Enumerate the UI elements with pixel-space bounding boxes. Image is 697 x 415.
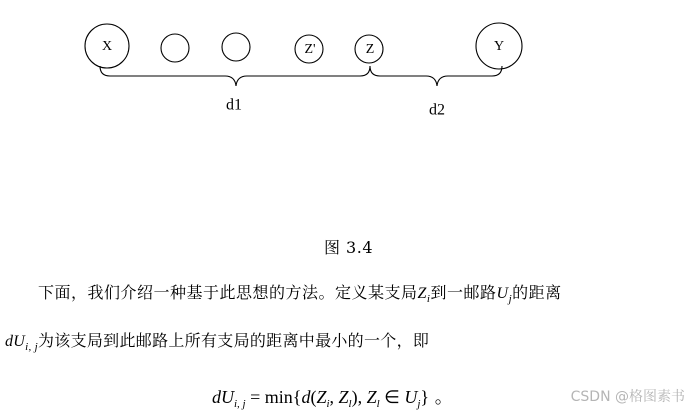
line1-u-var: U xyxy=(496,285,509,302)
brace-label-d2: d2 xyxy=(429,101,445,119)
watermark: CSDN @格图素书 xyxy=(570,389,685,405)
line1-z-sub: i xyxy=(426,293,431,305)
svg-text:Y: Y xyxy=(493,39,505,55)
formula-lhs-sub: i, j xyxy=(234,398,246,410)
line1-mid: 到一邮路 xyxy=(430,283,497,302)
node-y xyxy=(476,23,522,69)
formula-uj-sub: j xyxy=(417,398,421,410)
line1-suffix: 的距离 xyxy=(512,283,562,302)
formula xyxy=(212,383,453,410)
formula-close-brace: } xyxy=(420,387,430,407)
formula-eq: = xyxy=(245,387,265,407)
diagram xyxy=(0,0,697,140)
node-empty-1 xyxy=(161,34,189,62)
formula-zl2-var: Z xyxy=(366,387,377,407)
node-z xyxy=(355,35,383,63)
line2-text: 为该支局到此邮路上所有支局的距离中最小的一个，即 xyxy=(37,331,430,350)
formula-zl-sub: l xyxy=(348,398,352,410)
formula-in: ∈ xyxy=(379,387,405,407)
formula-zi-var: Z xyxy=(316,387,327,407)
formula-zi-sub: i xyxy=(326,398,330,410)
svg-text:Z: Z xyxy=(365,42,375,58)
svg-text:X: X xyxy=(101,39,113,55)
figure-caption: 图 3.4 xyxy=(323,238,374,257)
formula-period: 。 xyxy=(429,387,453,408)
formula-open-brace: { xyxy=(292,387,302,407)
line1-prefix: 下面，我们介绍一种基于此思想的方法。定义某支局 xyxy=(38,283,418,302)
formula-lhs-var: dU xyxy=(212,387,234,407)
formula-uj-var: U xyxy=(404,387,418,407)
formula-paren-open: ( xyxy=(310,387,317,407)
brace-label-d1: d1 xyxy=(226,96,242,114)
node-x xyxy=(85,24,129,68)
node-z-prime xyxy=(295,35,323,63)
formula-comma: , xyxy=(329,387,339,407)
formula-paren-close: ), xyxy=(351,387,367,407)
brace-d2 xyxy=(370,66,502,86)
node-empty-2 xyxy=(222,33,250,61)
line2-du-sub: i, j xyxy=(25,341,38,353)
formula-min: min xyxy=(264,387,293,407)
line1-z-var: Z xyxy=(417,285,427,302)
paragraph-line-1 xyxy=(0,282,697,310)
formula-zl-var: Z xyxy=(338,387,349,407)
formula-d: d xyxy=(301,387,311,407)
formula-zl2-sub: l xyxy=(376,398,380,410)
svg-text:Z': Z' xyxy=(304,42,316,58)
line1-u-sub: j xyxy=(508,293,513,305)
line2-du-var: dU xyxy=(5,333,26,350)
paragraph-line-2 xyxy=(0,330,697,358)
brace-d1 xyxy=(100,66,370,86)
